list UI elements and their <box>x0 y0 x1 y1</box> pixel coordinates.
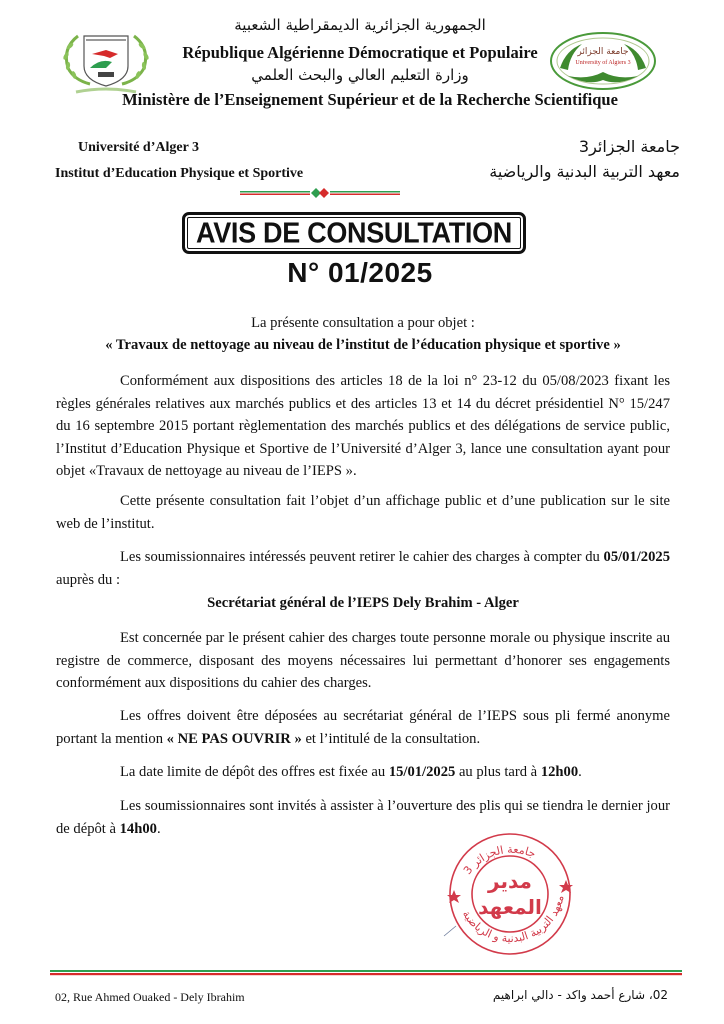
star-icon <box>559 880 573 893</box>
publication-paragraph <box>56 490 670 535</box>
university-name-arabic: جامعة الجزائر3 <box>578 137 680 156</box>
object-intro: La présente consultation a pour objet : <box>251 315 475 331</box>
legal-basis-paragraph <box>56 370 670 483</box>
opening-text-end: . <box>156 820 161 837</box>
withdrawal-address: Secrétariat général de l’IEPS Dely Brahim - Alger <box>207 595 519 611</box>
consultation-object: « Travaux de nettoyage au niveau de l’institut de l’éducation physique et sportive » <box>105 337 621 353</box>
footer-address-french: 02, Rue Ahmed Ouaked - Dely Ibrahim <box>55 990 245 1004</box>
opening-text: Les soumissionnaires sont invités à assister à l’ouverture des plis qui se tiendra le dernier jour de dépôt à <box>56 798 670 837</box>
deadline-time: 12h00 <box>540 764 579 780</box>
stamp-title-line1: مدير <box>488 869 532 893</box>
submission-text-end: et l’intitulé de la consultation. <box>301 730 481 747</box>
deadline-text-end: . <box>578 764 582 780</box>
do-not-open-mention: « NE PAS OUVRIR » <box>166 730 302 747</box>
university-name-french: Université d’Alger 3 <box>78 140 200 155</box>
submission-paragraph <box>56 705 670 750</box>
republic-title-arabic: الجمهورية الجزائرية الديمقراطية الشعبية <box>234 16 486 34</box>
deadline-date: 15/01/2025 <box>388 764 456 780</box>
withdrawal-text: Les soumissionnaires intéressés peuvent retirer le cahier des charges à compter du <box>120 549 604 565</box>
header-divider <box>240 188 400 198</box>
publication-text: Cette présente consultation fait l’objet d’un affichage public et d’une publication sur le site web de l’institut. <box>56 493 670 532</box>
star-icon <box>447 890 461 903</box>
ministry-title-arabic: وزارة التعليم العالي والبحث العلمي <box>251 66 469 84</box>
deadline-paragraph <box>56 761 670 784</box>
svg-text:جامعة الجزائر: جامعة الجزائر <box>577 47 629 57</box>
footer-address-arabic: 02، شارع أحمد واكد - دالي ابراهيم <box>492 988 668 1002</box>
footer-divider <box>50 970 682 976</box>
republic-title-french: République Algérienne Démocratique et Populaire <box>182 43 538 62</box>
withdrawal-date: 05/01/2025 <box>603 549 670 565</box>
withdrawal-text-end: auprès du : <box>56 571 121 588</box>
logo-caption: University of Algiers 3 <box>575 60 631 66</box>
legal-basis-text: Conformément aux dispositions des articles 18 de la loi n° 23-12 du 05/08/2023 fixant les règles générales relatives aux marchés publics et des articles 13 et 14 du décret présidentiel N° 15/247 du 16 septembre 2015 portant règlementation des marchés publics et des délégations de service public, l’Institut d’Education Physique et Sportive de l’Université d’Alger 3, lance une consultation ayant pour objet «Travaux de nettoyage au niveau de l’IEPS ». <box>56 373 670 479</box>
stamp-title-line2: المعهد <box>478 895 542 919</box>
notice-title-box <box>182 212 526 254</box>
institute-name-french: Institut d’Education Physique et Sportive <box>55 166 304 181</box>
ministry-title-french: Ministère de l’Enseignement Supérieur et de la Recherche Scientifique <box>122 90 618 109</box>
submission-text: Les offres doivent être déposées au secrétariat général de l’IEPS sous pli fermé anonyme portant la mention <box>56 708 670 747</box>
withdrawal-paragraph <box>56 546 670 591</box>
ieps-logo <box>56 28 156 100</box>
notice-number: N° 01/2025 <box>287 257 433 288</box>
opening-time: 14h00 <box>119 820 157 837</box>
official-stamp <box>430 828 590 956</box>
eligibility-text: Est concernée par le présent cahier des charges toute personne morale ou physique inscrite au registre de commerce, disposant des moyens nécessaires lui permettant d’honorer ses engagements conformément aux dispositions du cahier des charges. <box>56 630 670 691</box>
university-of-algiers-3-logo <box>548 30 658 92</box>
eligibility-paragraph <box>56 627 670 695</box>
notice-title: AVIS DE CONSULTATION <box>196 216 512 249</box>
deadline-text-mid: au plus tard à <box>455 764 541 780</box>
institute-name-arabic: معهد التربية البدنية والرياضية <box>489 162 680 181</box>
stamp-ring-bottom: معهد التربية البدنية و الرياضية <box>459 894 567 946</box>
stamp-ring-top: جامعة الجزائر 3 <box>460 842 538 878</box>
diamond-red-icon <box>319 188 329 198</box>
deadline-text: La date limite de dépôt des offres est fixée au <box>120 764 389 780</box>
